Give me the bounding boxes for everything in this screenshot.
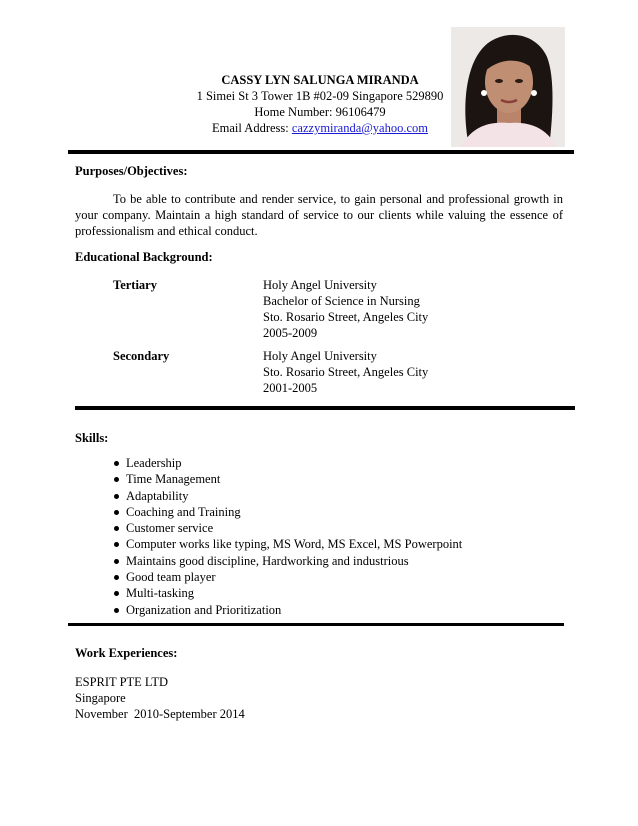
list-item: Coaching and Training — [112, 504, 462, 520]
header-divider — [68, 150, 574, 154]
portrait-image — [451, 27, 565, 147]
email-line — [185, 120, 455, 136]
secondary-label: Secondary — [113, 349, 170, 363]
secondary-details — [263, 348, 428, 396]
secondary-years: 2001-2005 — [263, 381, 318, 395]
profile-photo — [451, 27, 565, 147]
list-item: Leadership — [112, 455, 462, 471]
company-name: ESPRIT PTE LTD — [75, 675, 169, 689]
email-link[interactable]: cazzymiranda@yahoo.com — [291, 121, 428, 135]
tertiary-years: 2005-2009 — [263, 326, 318, 340]
list-item: Maintains good discipline, Hardworking and industrious — [112, 553, 462, 569]
list-item: Time Management — [112, 471, 462, 487]
email-label: Email Address: — [212, 121, 292, 135]
tertiary-label: Tertiary — [113, 278, 157, 292]
list-item: Good team player — [112, 569, 462, 585]
tertiary-address: Sto. Rosario Street, Angeles City — [263, 310, 429, 324]
list-item: Adaptability — [112, 488, 462, 504]
phone-number: Home Number: 96106479 — [254, 105, 386, 119]
list-item: Organization and Prioritization — [112, 602, 462, 618]
education-divider — [75, 406, 575, 410]
list-item: Multi-tasking — [112, 585, 462, 601]
employment-period: November 2010-September 2014 — [75, 707, 245, 721]
education-heading: Educational Background: — [75, 250, 213, 264]
tertiary-school: Holy Angel University — [263, 278, 377, 292]
resume-header — [185, 72, 455, 136]
work-heading: Work Experiences: — [75, 646, 178, 660]
skills-divider — [68, 623, 564, 626]
objectives-heading: Purposes/Objectives: — [75, 164, 188, 178]
list-item: Computer works like typing, MS Word, MS Excel, MS Powerpoint — [112, 536, 462, 552]
company-location: Singapore — [75, 691, 126, 705]
work-entry — [75, 674, 245, 722]
objectives-text: To be able to contribute and render service, to gain personal and professional growth in your company. Maintain a high standard of service to our clients while valuing the essence of professionalism and ethical conduct. — [75, 192, 563, 238]
address: 1 Simei St 3 Tower 1B #02-09 Singapore 529890 — [196, 89, 444, 103]
skills-list — [112, 455, 462, 618]
secondary-school: Holy Angel University — [263, 349, 377, 363]
list-item: Customer service — [112, 520, 462, 536]
secondary-address: Sto. Rosario Street, Angeles City — [263, 365, 429, 379]
tertiary-details — [263, 277, 428, 341]
skills-heading: Skills: — [75, 431, 109, 445]
tertiary-degree: Bachelor of Science in Nursing — [263, 294, 420, 308]
applicant-name: CASSY LYN SALUNGA MIRANDA — [221, 73, 419, 87]
